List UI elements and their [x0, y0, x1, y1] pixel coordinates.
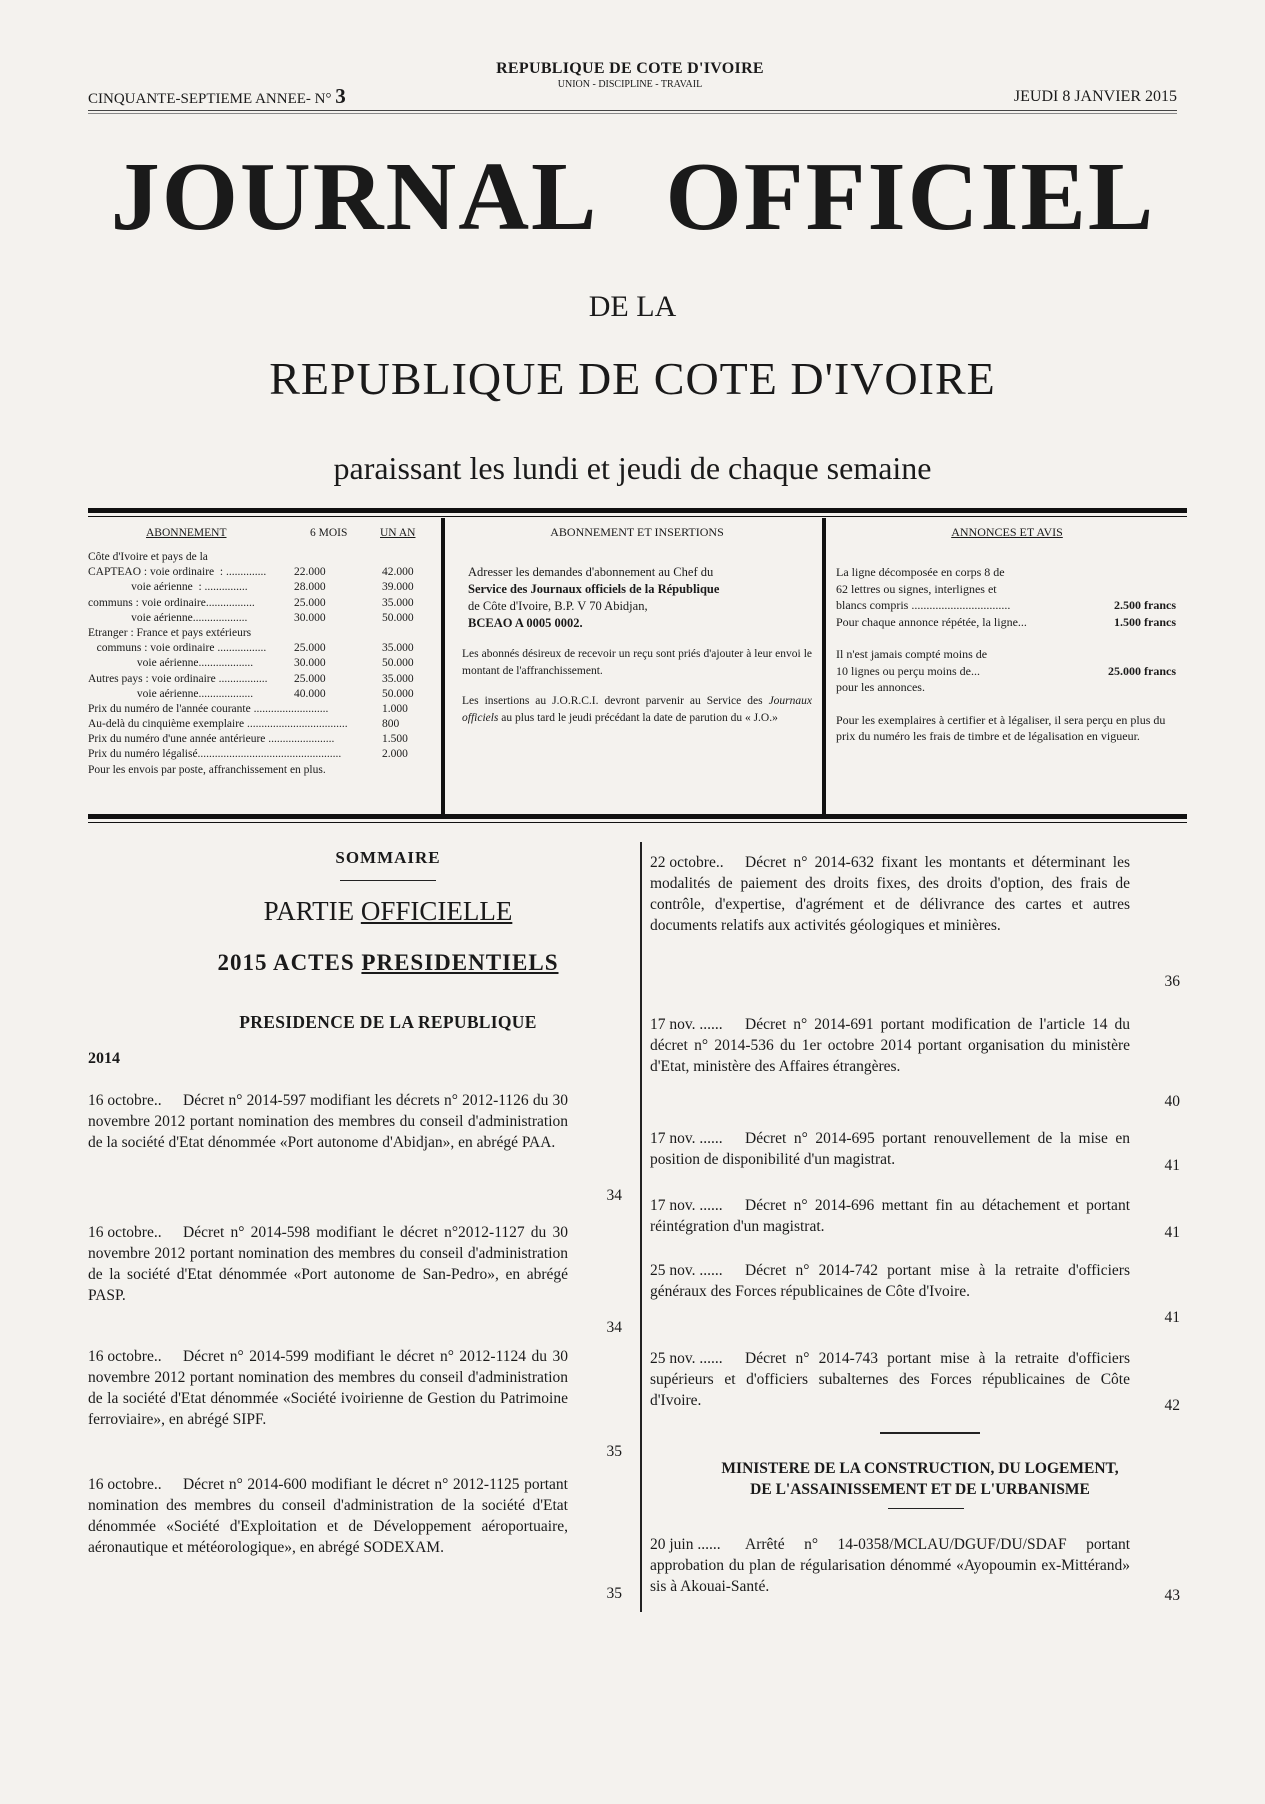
issue-year-label: CINQUANTE-SEPTIEME ANNEE- N°: [88, 91, 332, 107]
rate-row: [88, 550, 428, 565]
ann-line: Il n'est jamais compté moins de: [836, 647, 988, 661]
entry-date: 17 nov. ......: [650, 1016, 723, 1033]
rate-row: [88, 611, 428, 626]
entry-text: Arrêté n° 14-0358/MCLAU/DGUF/DU/SDAF portant approbation du plan de régularisation dénommé «Ayopoumin ex-Mittérand» sis à Akouai-Santé.: [650, 1536, 1130, 1595]
entry-text: Décret n° 2014-696 mettant fin au détachement et portant réintégration d'un magistrat.: [650, 1197, 1130, 1235]
rate-six-months: 40.000: [294, 687, 326, 700]
rate-label: Prix du numéro de l'année courante ..........................: [88, 702, 329, 715]
rate-one-year: 35.000: [382, 672, 414, 685]
rate-label: voie aérienne...................: [88, 657, 254, 670]
summary-entry: [650, 1260, 1180, 1328]
rate-label: Pour les envois par poste, affranchissement en plus.: [88, 763, 326, 776]
header-divider: [88, 110, 1177, 111]
box-rule: [88, 814, 1187, 819]
entry-date: 22 octobre..: [650, 854, 724, 871]
summary-entry: [650, 1128, 1180, 1176]
ann-price: 2.500 francs: [1114, 598, 1176, 612]
ministry-heading-line1: MINISTERE DE LA CONSTRUCTION, DU LOGEMENT,: [721, 1460, 1119, 1477]
entry-text: Décret n° 2014-695 portant renouvellement de la mise en position de disponibilité d'un magistrat.: [650, 1130, 1130, 1168]
rate-one-year: 2.000: [382, 748, 408, 761]
col-one-year: UN AN: [380, 527, 416, 539]
entry-text: Décret n° 2014-599 modifiant le décret n° 2012-1124 du 30 novembre 2012 portant nomination des membres du conseil d'administration de la société d'Etat dénommée «Société ivoirienne de Gestion du Patrimoine ferroviaire», en abrégé SIPF.: [88, 1348, 568, 1428]
rate-one-year: 50.000: [382, 687, 414, 700]
rate-six-months: 25.000: [294, 596, 326, 609]
issue-date: JEUDI 8 JANVIER 2015: [1013, 88, 1177, 105]
summary-entry: [88, 1222, 622, 1338]
deadline-text-end: au plus tard le jeudi précédant la date de parution du « J.O.»: [498, 711, 778, 724]
entry-date: 16 octobre..: [88, 1092, 162, 1109]
rate-one-year: 800: [382, 718, 400, 731]
entry-text: Décret n° 2014-598 modifiant le décret n°2012-1127 du 30 novembre 2012 portant nomination des membres du conseil d'administration de la société d'Etat dénommée «Port autonome de San-Pedro», en abrégé PASP.: [88, 1224, 568, 1304]
summary-entry: [650, 1014, 1180, 1112]
rate-row: [88, 672, 428, 687]
rate-row: [88, 626, 428, 641]
entry-text: Décret n° 2014-743 portant mise à la retraite d'officiers supérieurs et d'officiers subalternes des Forces républicaines de Côte d'Ivoire.: [650, 1350, 1130, 1409]
summary-entry: [88, 1474, 622, 1604]
rate-row: [88, 747, 428, 762]
ann-price: 1.500 francs: [1114, 614, 1176, 629]
rate-row: [88, 702, 428, 717]
rate-one-year: 1.500: [382, 733, 408, 746]
ann-line: La ligne décomposée en corps 8 de: [836, 565, 1005, 579]
entry-date: 16 octobre..: [88, 1348, 162, 1365]
ann-line-text: blancs compris .................................: [836, 598, 1011, 612]
header-divider: [88, 113, 1177, 114]
rate-one-year: 42.000: [382, 566, 414, 579]
republic-name: REPUBLIQUE DE COTE D'IVOIRE: [496, 60, 764, 77]
rate-row: [88, 732, 428, 747]
rate-six-months: 22.000: [294, 566, 326, 579]
box-rule: [88, 822, 1187, 823]
entry-date: 17 nov. ......: [650, 1130, 723, 1147]
title-republique: REPUBLIQUE DE COTE D'IVOIRE: [269, 353, 996, 404]
col-six-months: 6 MOIS: [310, 527, 348, 539]
subscription-title: ABONNEMENT: [146, 527, 227, 539]
receipt-note: Les abonnés désireux de recevoir un reçu sont priés d'ajouter à leur envoi le montant de l'affranchissement.: [462, 648, 812, 677]
rate-row: [88, 687, 428, 702]
section-heading: [88, 896, 688, 927]
rate-label: Au-delà du cinquième exemplaire ...................................: [88, 718, 348, 731]
rate-one-year: 1.000: [382, 702, 408, 715]
insertions-header: ABONNEMENT ET INSERTIONS: [550, 525, 724, 539]
rate-label: voie aérienne : ...............: [88, 581, 248, 594]
entry-page: 41: [1164, 1157, 1180, 1174]
entry-page: 43: [1164, 1587, 1180, 1604]
ann-line-text: Pour chaque annonce répétée, la ligne...: [836, 614, 1027, 629]
entry-page: 35: [606, 1585, 622, 1602]
ministry-heading-line2: DE L'ASSAINISSEMENT ET DE L'URBANISME: [750, 1481, 1090, 1498]
entry-text: Décret n° 2014-691 portant modification de l'article 14 du décret n° 2014-536 du 1er octobre 2014 portant organisation du ministère d'Etat, ministère des Affaires étrangères.: [650, 1016, 1130, 1075]
acts-heading: [88, 950, 688, 976]
rate-one-year: 35.000: [382, 596, 414, 609]
entry-page: 34: [606, 1187, 622, 1204]
subscription-rates: [88, 524, 428, 778]
ministry-rule: [888, 1508, 964, 1509]
service-name: Service des Journaux officiels de la République: [468, 582, 720, 596]
presidency-heading: PRESIDENCE DE LA REPUBLIQUE: [239, 1012, 537, 1032]
rate-label: CAPTEAO : voie ordinaire : ..............: [88, 566, 267, 579]
entry-page: 42: [1164, 1397, 1180, 1414]
rate-label: Autres pays : voie ordinaire .................: [88, 672, 268, 685]
subscription-insertions: [462, 524, 812, 740]
ann-price: 25.000 francs: [1108, 663, 1176, 678]
summary-rule: [340, 880, 436, 881]
title-de-la: DE LA: [588, 290, 677, 323]
announcements-rates: [836, 524, 1178, 757]
rate-one-year: 35.000: [382, 642, 414, 655]
rate-label: communs : voie ordinaire.................: [88, 596, 255, 609]
announcements-header: ANNONCES ET AVIS: [951, 525, 1063, 539]
entry-page: 35: [606, 1443, 622, 1460]
legalisation-note: Pour les exemplaires à certifier et à légaliser, il sera perçu en plus du prix du numéro les frais de timbre et de légalisation en vigueur.: [836, 712, 1166, 743]
entry-page: 36: [1164, 973, 1180, 990]
entry-date: 20 juin ......: [650, 1536, 721, 1553]
section-heading-b: OFFICIELLE: [360, 896, 513, 926]
rate-label: Prix du numéro d'une année antérieure .......................: [88, 733, 335, 746]
ann-line-text: 10 lignes ou perçu moins de...: [836, 663, 980, 678]
rate-row: [88, 596, 428, 611]
ann-line: 62 lettres ou signes, interlignes et: [836, 581, 997, 596]
rate-one-year: 50.000: [382, 657, 414, 670]
summary-entry: [650, 852, 1180, 992]
address-bp: de Côte d'Ivoire, B.P. V 70 Abidjan,: [468, 599, 648, 613]
rate-label: voie aérienne...................: [88, 687, 254, 700]
entry-date: 16 octobre..: [88, 1476, 162, 1493]
deadline-journal: Journaux officiels: [462, 695, 812, 724]
rate-row: [88, 717, 428, 732]
insertions-deadline: [462, 693, 812, 726]
rate-row: [88, 580, 428, 595]
summary-title: SOMMAIRE: [335, 848, 441, 867]
journal-title: JOURNAL OFFICIEL: [110, 143, 1156, 251]
rate-row: [88, 565, 428, 580]
ann-line: [836, 614, 1178, 631]
entry-text: Décret n° 2014-600 modifiant le décret n° 2012-1125 portant nomination des membres du conseil d'administration de la société d'Etat dénommée «Société d'Exploitation et de Développement aéroportuaire, aéronautique et météorologique», en abrégé SODEXAM.: [88, 1476, 568, 1556]
entry-page: 41: [1164, 1309, 1180, 1326]
ann-line: pour les annonces.: [836, 680, 925, 694]
entry-date: 17 nov. ......: [650, 1197, 723, 1214]
rate-row: [88, 641, 428, 656]
entry-date: 25 nov. ......: [650, 1350, 723, 1367]
entry-page: 40: [1164, 1093, 1180, 1110]
entry-text: Décret n° 2014-632 fixant les montants et déterminant les modalités de paiement des droits fixes, des droits d'option, des frais de contrôle, d'expertise, d'agrément et de délivrance des cartes et autres documents relatifs aux activités géologiques et minières.: [650, 854, 1130, 934]
rate-label: Côte d'Ivoire et pays de la: [88, 551, 208, 563]
deadline-text: Les insertions au J.O.R.C.I. devront parvenir au Service des: [462, 695, 769, 707]
ministry-heading: [660, 1458, 1180, 1500]
republic-header: [430, 60, 830, 90]
acts-heading-a: 2015 ACTES: [217, 950, 362, 975]
subscription-header: [88, 524, 428, 550]
entry-page: 34: [606, 1319, 622, 1336]
summary-entry: [650, 1534, 1180, 1606]
rate-label: Etranger : France et pays extérieurs: [88, 626, 252, 639]
publication-schedule: paraissant les lundi et jeudi de chaque semaine: [333, 450, 932, 486]
rate-six-months: 30.000: [294, 611, 326, 624]
summary-entry: [88, 1346, 622, 1462]
rate-six-months: 30.000: [294, 657, 326, 670]
rate-row: [88, 656, 428, 671]
issue-number-value: 3: [335, 84, 346, 108]
entry-text: Décret n° 2014-742 portant mise à la retraite d'officiers généraux des Forces républicaines de Côte d'Ivoire.: [650, 1262, 1130, 1300]
issue-number: [88, 84, 346, 109]
address-paragraph: [468, 564, 812, 632]
address-text: Adresser les demandes d'abonnement au Chef du: [468, 565, 714, 579]
entry-page: 41: [1164, 1224, 1180, 1241]
summary-entry: [650, 1348, 1180, 1416]
box-rule: [88, 516, 1187, 517]
column-rule: [640, 842, 642, 1612]
section-heading-a: PARTIE: [263, 896, 361, 926]
rate-one-year: 39.000: [382, 581, 414, 594]
national-motto: UNION - DISCIPLINE - TRAVAIL: [557, 79, 703, 90]
ann-line: [836, 597, 1178, 614]
rate-label: voie aérienne...................: [88, 611, 248, 624]
entry-text: Décret n° 2014-597 modifiant les décrets n° 2012-1126 du 30 novembre 2012 portant nomination des membres du conseil d'administration de la société d'Etat dénommée «Port autonome d'Abidjan», en abrégé PAA.: [88, 1092, 568, 1151]
column-divider: [822, 518, 826, 814]
acts-heading-b: PRESIDENTIELS: [361, 950, 559, 975]
rate-one-year: 50.000: [382, 611, 414, 624]
rate-six-months: 25.000: [294, 672, 326, 685]
rate-row: [88, 763, 428, 778]
entry-date: 16 octobre..: [88, 1224, 162, 1241]
summary-entry: [650, 1195, 1180, 1243]
entry-date: 25 nov. ......: [650, 1262, 723, 1279]
rate-label: communs : voie ordinaire .................: [88, 642, 267, 655]
rate-label: Prix du numéro légalisé..................................................: [88, 748, 342, 761]
bank-account: BCEAO A 0005 0002.: [468, 616, 583, 630]
summary-entry: [88, 1090, 622, 1206]
ministry-rule-top: [880, 1432, 980, 1434]
box-rule: [88, 508, 1187, 513]
rate-six-months: 25.000: [294, 642, 326, 655]
year-label: 2014: [88, 1050, 120, 1067]
rate-rows: [88, 550, 428, 778]
ann-line: [836, 663, 1178, 680]
rate-six-months: 28.000: [294, 581, 326, 594]
column-divider: [441, 518, 445, 814]
